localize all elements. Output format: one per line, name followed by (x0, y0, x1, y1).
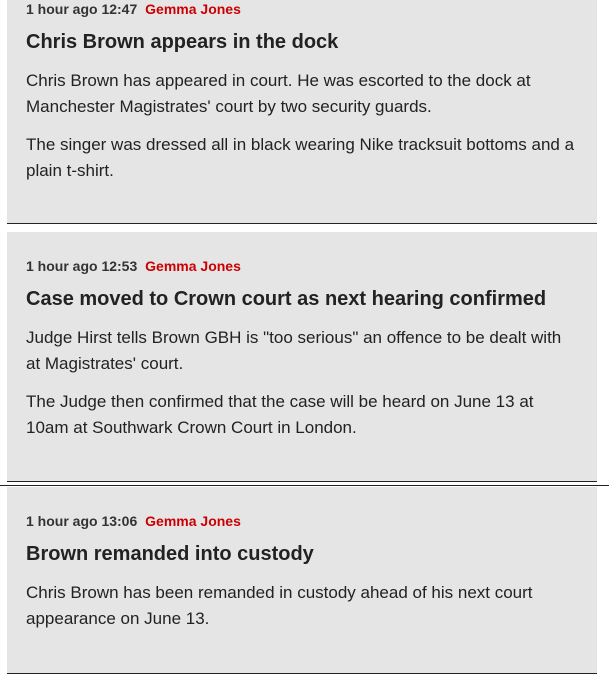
entry-timestamp: 1 hour ago 12:53 (26, 258, 138, 274)
entry-timestamp: 1 hour ago 12:47 (26, 1, 138, 17)
blog-entry (7, 0, 597, 224)
entry-timestamp: 1 hour ago 13:06 (26, 513, 138, 529)
entry-author-link[interactable]: Gemma Jones (145, 513, 241, 529)
blog-entry (7, 487, 597, 674)
entry-meta (26, 258, 241, 274)
entry-meta (26, 513, 241, 529)
entry-body (26, 68, 576, 196)
entry-author-link[interactable]: Gemma Jones (145, 258, 241, 274)
entry-paragraph: The Judge then confirmed that the case will be heard on June 13 at 10am at Southwark Crown Court in London. (26, 392, 534, 437)
entry-headline: Case moved to Crown court as next hearing confirmed (26, 288, 547, 310)
entry-paragraph: Judge Hirst tells Brown GBH is "too serious" an offence to be dealt with at Magistrates' court. (26, 328, 562, 373)
entry-paragraph: Chris Brown has appeared in court. He was escorted to the dock at Manchester Magistrates' court by two security guards. (26, 71, 531, 116)
entry-meta (26, 1, 241, 17)
entry-headline: Brown remanded into custody (26, 543, 314, 565)
blog-entry (7, 232, 597, 482)
entry-headline: Chris Brown appears in the dock (26, 31, 339, 53)
entry-author-link[interactable]: Gemma Jones (145, 1, 241, 17)
entry-paragraph: The singer was dressed all in black wearing Nike tracksuit bottoms and a plain t-shirt. (26, 135, 575, 180)
entry-body (26, 580, 576, 644)
entry-paragraph: Chris Brown has been remanded in custody ahead of his next court appearance on June 13. (26, 583, 533, 628)
entry-body (26, 325, 576, 453)
